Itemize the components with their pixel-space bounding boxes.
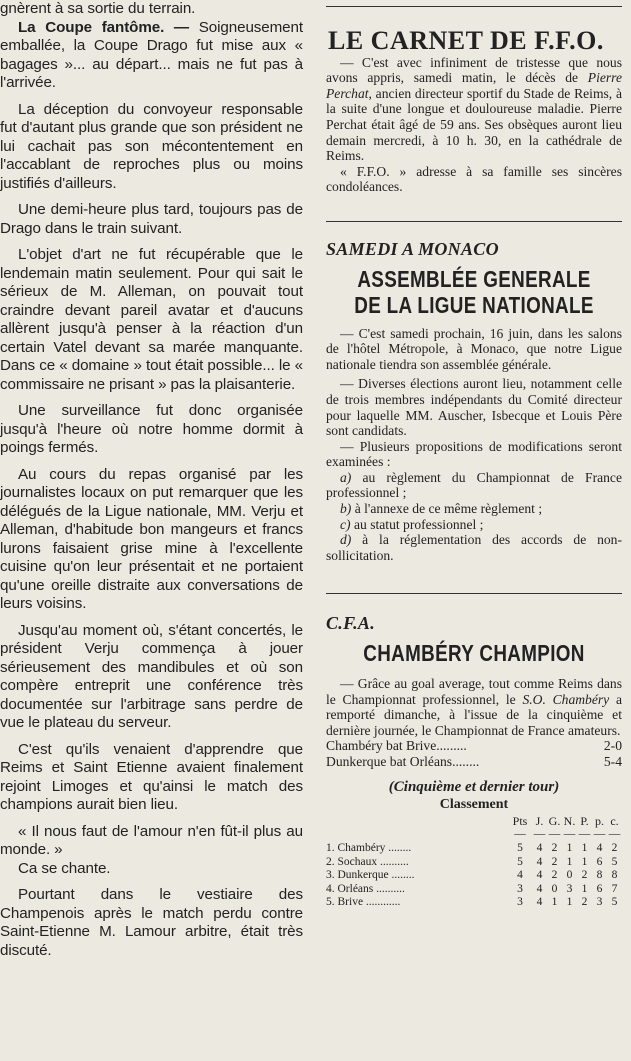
left-column-article bbox=[0, 0, 303, 1061]
section-kicker: SAMEDI A MONACO bbox=[326, 238, 499, 259]
value-cell: 2 bbox=[551, 869, 558, 882]
value-cell: 3 bbox=[517, 882, 523, 895]
value-cell: 3 bbox=[517, 896, 523, 909]
paragraph-text: — Grâce au goal average, tout comme Reims dans le Championnat professionnel, le bbox=[326, 676, 622, 707]
match-score: 5-4 bbox=[603, 754, 622, 769]
divider bbox=[326, 221, 622, 222]
paragraph: — Diverses élections auront lieu, notamment celle de trois membres indépendants du Comité directeur pour laquelle MM. Auscher, Isbecque et Louis Père sont candidats. bbox=[326, 376, 622, 439]
table-row bbox=[326, 883, 622, 897]
paragraph: L'objet d'art ne fut récupérable que le lendemain matin seulement. Pour qui sait le sérieux de M. Alleman, on pouvait tout craindre devant pareil avatar et d'aucuns allèrent jusqu'à penser à la réaction d'un certain Vatel devant sa marée manquante. Dans ce « domaine » tout était possible... le « commissaire ne prisant » pas la plaisanterie. bbox=[0, 246, 303, 393]
list-label: a) bbox=[340, 469, 352, 485]
right-column bbox=[326, 0, 622, 1061]
table-row bbox=[326, 896, 622, 910]
monaco-section bbox=[326, 238, 622, 564]
value-cell: 5 bbox=[517, 841, 523, 854]
header-cell: N. bbox=[563, 813, 576, 828]
team-cell: 3. Dunkerque ........ bbox=[326, 869, 415, 882]
paragraph bbox=[326, 55, 622, 164]
table-header-row bbox=[326, 815, 622, 829]
paragraph: Une surveillance fut donc organisée jusqu'à l'heure où notre homme dormit à poings fermés. bbox=[0, 402, 303, 456]
paragraph-coupe-fantome bbox=[0, 19, 303, 93]
list-item bbox=[326, 517, 622, 533]
divider bbox=[326, 593, 622, 594]
value-cell: 1 bbox=[566, 896, 573, 909]
paragraph: Une demi-heure plus tard, toujours pas de Drago dans le train suivant. bbox=[0, 201, 303, 237]
value-cell: 4 bbox=[536, 896, 543, 909]
value-cell: 5 bbox=[611, 855, 618, 868]
value-cell: 1 bbox=[581, 855, 588, 868]
list-label: d) bbox=[340, 532, 352, 548]
value-cell: 7 bbox=[611, 882, 618, 895]
value-cell: 2 bbox=[551, 841, 558, 854]
paragraph: — Plusieurs propositions de modifications seront examinées : bbox=[326, 438, 622, 470]
list-text: à la réglementation des accords de non-sollicitation. bbox=[326, 532, 622, 563]
paragraph: La déception du convoyeur responsable fut d'autant plus grande que son président ne lui cachait pas son mécontentement en l'accablant de reproches plus ou moins justifiés d'ailleurs. bbox=[0, 100, 303, 192]
team-cell: 2. Sochaux .......... bbox=[326, 855, 409, 868]
list-text: au statut professionnel ; bbox=[350, 516, 484, 532]
carnet-section bbox=[326, 26, 622, 195]
value-cell: 3 bbox=[566, 882, 573, 895]
paragraph-text: — C'est avec infiniment de tristesse que nous avons appris, samedi matin, le décès de bbox=[326, 54, 622, 86]
paragraph-text: , ancien directeur sportif du Stade de Reims, à la suite d'une longue et douloureuse maladie. Pierre Perchat était âgé de 59 ans. Ses obsèques auront lieu demain mercredi, à 10 h. 30, en la cathédrale de Reims. bbox=[326, 85, 622, 164]
value-cell: 6 bbox=[596, 855, 603, 868]
value-cell: 2 bbox=[581, 896, 588, 909]
subheading-inline: La Coupe fantôme. — bbox=[18, 18, 190, 36]
team-cell: 4. Orléans .......... bbox=[326, 882, 405, 895]
paragraph: — C'est samedi prochain, 16 juin, dans les salons de l'hôtel Métropole, à Monaco, que notre Ligue nationale tiendra son assemblée générale. bbox=[326, 325, 622, 372]
value-cell: 1 bbox=[566, 855, 573, 868]
header-cell: P. bbox=[580, 813, 589, 828]
value-cell: 3 bbox=[596, 896, 603, 909]
paragraph: gnèrent à sa sortie du terrain. bbox=[0, 0, 196, 17]
standings-table bbox=[326, 815, 622, 910]
value-cell: 4 bbox=[536, 869, 543, 882]
team-cell: 1. Chambéry ........ bbox=[326, 841, 412, 854]
value-cell: 1 bbox=[581, 841, 588, 854]
list-item bbox=[326, 470, 622, 501]
value-cell: 2 bbox=[581, 869, 588, 882]
table-row bbox=[326, 842, 622, 856]
value-cell: 2 bbox=[611, 841, 618, 854]
paragraph: Ca se chante. bbox=[18, 859, 111, 877]
table-dash-row: — — — — — — — bbox=[514, 828, 621, 841]
value-cell: 4 bbox=[536, 841, 543, 854]
list-text: à l'annexe de ce même règlement ; bbox=[351, 501, 543, 517]
value-cell: 0 bbox=[566, 869, 573, 882]
value-cell: 6 bbox=[596, 882, 603, 895]
match-result bbox=[326, 738, 622, 754]
cfa-section bbox=[326, 613, 622, 910]
round-label: (Cinquième et dernier tour) bbox=[388, 778, 560, 795]
header-cell: J. bbox=[535, 813, 544, 828]
section-title: LE CARNET DE F.F.O. bbox=[328, 26, 604, 55]
value-cell: 4 bbox=[596, 841, 603, 854]
value-cell: 8 bbox=[596, 869, 603, 882]
paragraph-text: a remporté dimanche, à l'issue de la cinquième et dernière journée, le Championnat de France amateurs. bbox=[326, 691, 622, 738]
match-text: Dunkerque bat Orléans........ bbox=[326, 754, 480, 769]
value-cell: 4 bbox=[517, 869, 523, 882]
value-cell: 1 bbox=[551, 896, 558, 909]
list-text: au règlement du Championnat de France professionnel ; bbox=[326, 469, 622, 501]
list-label: c) bbox=[340, 516, 351, 532]
list-label: b) bbox=[340, 501, 352, 517]
paragraph: Au cours du repas organisé par les journalistes locaux on put remarquer que les délégués de la Ligue nationale, MM. Verju et Alleman, d'habitude bon mangeurs et francs lurons faisaient grise mine à l'excellente cuisine qu'on leur présentait et ne portaient qu'une oreille distraite aux conversations de leurs voisins. bbox=[0, 465, 303, 612]
paragraph: Jusqu'au moment où, s'étant concertés, le président Verju commença à jouer sérieusement des mandibules et où son compère entreprit une conférence très documentée sur l'arbitrage sans perdre de vue le plateau du serveur. bbox=[0, 621, 303, 731]
list-item bbox=[326, 532, 622, 563]
headline bbox=[353, 266, 596, 318]
value-cell: 8 bbox=[611, 869, 618, 882]
header-cell: Pts bbox=[512, 813, 528, 828]
headline-line-2: DE LA LIGUE NATIONALE bbox=[354, 291, 594, 318]
header-cell: c. bbox=[610, 813, 619, 828]
value-cell: 1 bbox=[566, 841, 573, 854]
match-text: Chambéry bat Brive......... bbox=[326, 738, 467, 754]
paragraph: Pourtant dans le vestiaire des Champenois après le match perdu contre Saint-Etienne M. Lamour arbitre, était très discuté. bbox=[0, 886, 303, 959]
paragraph-text: Soigneusement emballée, la Coupe Drago fut mise aux « bagages »... au départ... mais ne fut pas à l'arrivée. bbox=[0, 18, 303, 91]
headline-line-1: ASSEMBLÉE GENERALE bbox=[357, 265, 591, 292]
section-kicker: C.F.A. bbox=[326, 613, 375, 634]
match-result bbox=[326, 754, 622, 770]
header-cell: G. bbox=[548, 813, 561, 828]
divider bbox=[326, 6, 622, 7]
value-cell: 4 bbox=[536, 855, 543, 868]
paragraph: « Il nous faut de l'amour n'en fût-il plus au monde. » bbox=[0, 822, 303, 858]
value-cell: 1 bbox=[581, 882, 588, 895]
table-row bbox=[326, 856, 622, 870]
person-name: Pierre Perchat bbox=[326, 70, 622, 101]
paragraph: C'est qu'ils venaient d'apprendre que Reims et Saint Etienne avaient finalement rejoint Limoges et qu'ainsi le match des champions aurait bien lieu. bbox=[0, 740, 303, 813]
match-score: 2-0 bbox=[603, 738, 622, 754]
paragraph: « F.F.O. » adresse à sa famille ses sincères condoléances. bbox=[326, 163, 622, 195]
list-item bbox=[326, 501, 622, 517]
standings-title: Classement bbox=[439, 797, 509, 813]
table-row bbox=[326, 869, 622, 883]
team-cell: 5. Brive ............ bbox=[326, 896, 401, 909]
value-cell: 5 bbox=[517, 855, 523, 868]
value-cell: 4 bbox=[536, 882, 543, 895]
header-cell: p. bbox=[595, 813, 604, 828]
value-cell: 5 bbox=[611, 896, 618, 909]
header-cell bbox=[326, 815, 508, 829]
headline: CHAMBÉRY CHAMPION bbox=[363, 640, 585, 667]
value-cell: 2 bbox=[551, 855, 558, 868]
team-name: S.O. Chambéry bbox=[522, 691, 610, 707]
paragraph bbox=[326, 676, 622, 738]
value-cell: 0 bbox=[551, 882, 558, 895]
